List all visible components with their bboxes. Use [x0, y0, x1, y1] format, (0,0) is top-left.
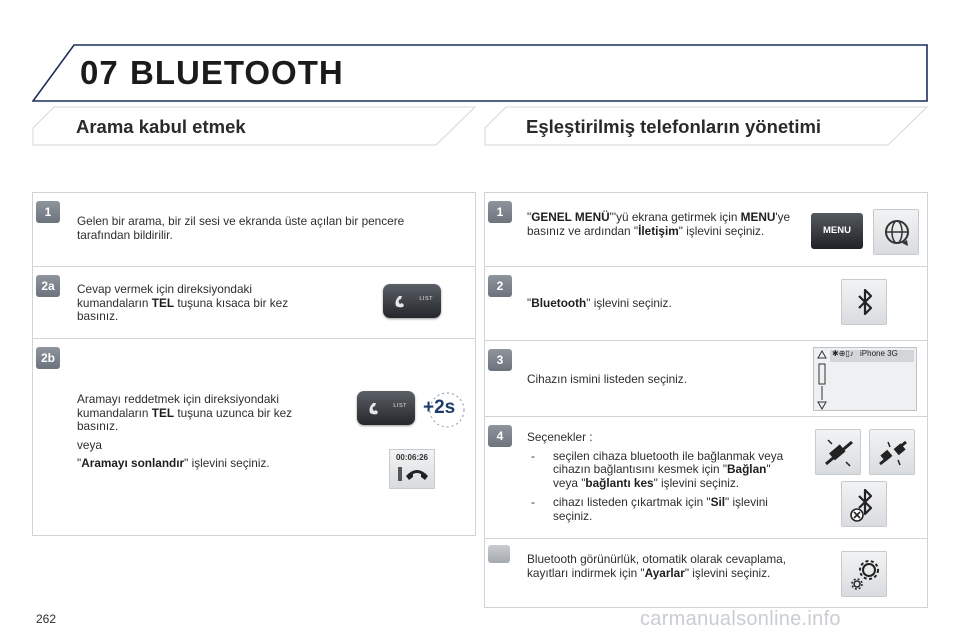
delete-device-tile	[841, 481, 887, 527]
page-number: 262	[36, 612, 57, 626]
text-bold: Bluetooth	[531, 296, 587, 310]
right-step-3	[485, 341, 927, 417]
connect-tile	[815, 429, 861, 475]
text-part: cihazı listeden çıkartmak için "	[553, 495, 711, 509]
communication-globe-tile	[873, 209, 919, 255]
right-step-1	[485, 193, 927, 267]
step-text	[527, 211, 807, 238]
text-part: 'ye basınız ve ardından "	[527, 210, 791, 238]
list-label: LIST	[393, 403, 407, 409]
left-panel	[32, 192, 476, 536]
step-text: Gelen bir arama, bir zil sesi ve ekranda üste açılan bir pencere tarafından bildirilir.	[77, 214, 405, 242]
text-part: " işlevini seçiniz.	[553, 495, 768, 523]
text-bold: GENEL MENÜ	[531, 210, 610, 224]
text-bold: Sil	[710, 495, 726, 509]
menu-button	[811, 213, 863, 249]
connect-icon	[816, 430, 862, 476]
left-section-header	[32, 106, 476, 146]
text-part: seçilen cihaza bluetooth ile bağlanmak veya cihazın bağlantısını kesmek için "	[553, 448, 784, 476]
right-section-title: Eşleştirilmiş telefonların yönetimi	[526, 116, 822, 137]
list-dash: -	[531, 495, 535, 509]
text-part: " veya "	[553, 462, 771, 490]
text-part: "	[527, 210, 532, 224]
step-badge: 2	[488, 275, 512, 297]
text-or: veya	[77, 437, 102, 452]
list-label: LIST	[419, 296, 433, 302]
phone-icon	[393, 294, 411, 308]
text-part: "	[527, 296, 532, 310]
chapter-title: BLUETOOTH	[130, 54, 344, 91]
call-time: 00:06:26	[395, 453, 429, 462]
disconnect-tile	[869, 429, 915, 475]
chapter-number: 07	[80, 54, 119, 91]
step-badge: 1	[36, 201, 60, 223]
left-section-title: Arama kabul etmek	[76, 116, 246, 137]
option-delete	[527, 496, 797, 523]
step-text: Cihazın ismini listeden seçiniz.	[527, 372, 687, 386]
text-bold: Aramayı sonlandır	[81, 456, 185, 470]
globe-icon	[874, 210, 920, 256]
text-part: " işlevini seçiniz.	[184, 456, 270, 470]
text-part: "	[77, 456, 82, 470]
text-bold: bağlantı kes	[585, 475, 654, 490]
text-part: " işlevini seçiniz.	[653, 475, 740, 490]
right-step-settings	[485, 539, 927, 609]
text-part: " işlevini seçiniz.	[586, 296, 672, 310]
options-intro: Seçenekler :	[527, 430, 593, 444]
text-part: " işlevini seçiniz.	[678, 223, 765, 238]
step-badge-blank	[488, 545, 510, 563]
step-badge: 4	[488, 425, 512, 447]
text-part: tuşuna uzunca bir kez basınız.	[77, 405, 293, 433]
text-bold: MENU	[740, 210, 776, 224]
text-part: tuşuna kısaca bir kez basınız.	[77, 295, 289, 323]
text-part: "'yü ekrana getirmek için	[609, 210, 741, 224]
right-step-4	[485, 417, 927, 539]
device-status-icons: ✱⊕▯♪	[832, 349, 854, 358]
text-part: Bluetooth görünürlük, otomatik olarak cevaplama, kayıtları indirmek için "	[527, 552, 787, 580]
step-text	[77, 283, 317, 324]
left-step-1	[33, 193, 475, 267]
step-text	[527, 297, 807, 311]
disconnect-icon	[870, 430, 916, 476]
settings-tile	[841, 551, 887, 597]
menu-label: MENU	[823, 225, 851, 236]
phone-icon	[367, 401, 385, 415]
bluetooth-delete-icon	[842, 482, 888, 528]
text-bold: Ayarlar	[644, 565, 685, 580]
step-badge: 2a	[36, 275, 60, 297]
tel-list-button	[383, 284, 441, 318]
right-panel	[484, 192, 928, 608]
step-badge: 2b	[36, 347, 60, 369]
tel-list-button	[357, 391, 415, 425]
hold-two-seconds-icon	[419, 389, 469, 431]
text-bold: TEL	[151, 405, 175, 420]
bluetooth-icon	[842, 280, 888, 326]
right-section-header	[484, 106, 928, 146]
device-name: iPhone 3G	[860, 349, 898, 358]
text-bold: TEL	[151, 295, 175, 310]
left-step-2b	[33, 339, 475, 537]
text-bold: Bağlan	[727, 462, 767, 476]
right-step-2	[485, 267, 927, 341]
text-bold: İletişim	[638, 223, 679, 238]
device-list-screen	[813, 347, 917, 411]
end-call-tile	[389, 449, 435, 489]
step-text	[527, 553, 797, 580]
step-badge: 1	[488, 201, 512, 223]
text-part: Cevap vermek için direksiyondaki kumandaların	[77, 282, 253, 310]
step-text	[77, 393, 327, 476]
bluetooth-tile	[841, 279, 887, 325]
step-text	[527, 431, 797, 529]
hold-label: +2s	[423, 397, 456, 418]
gear-icon	[842, 552, 888, 598]
list-dash: -	[531, 448, 535, 463]
text-part: Aramayı reddetmek için direksiyondaki kumandaların	[77, 392, 279, 420]
left-step-2a	[33, 267, 475, 339]
watermark: carmanualsonline.info	[640, 608, 841, 630]
option-connect	[527, 450, 797, 491]
text-part: " işlevini seçiniz.	[684, 565, 771, 580]
step-badge: 3	[488, 349, 512, 371]
